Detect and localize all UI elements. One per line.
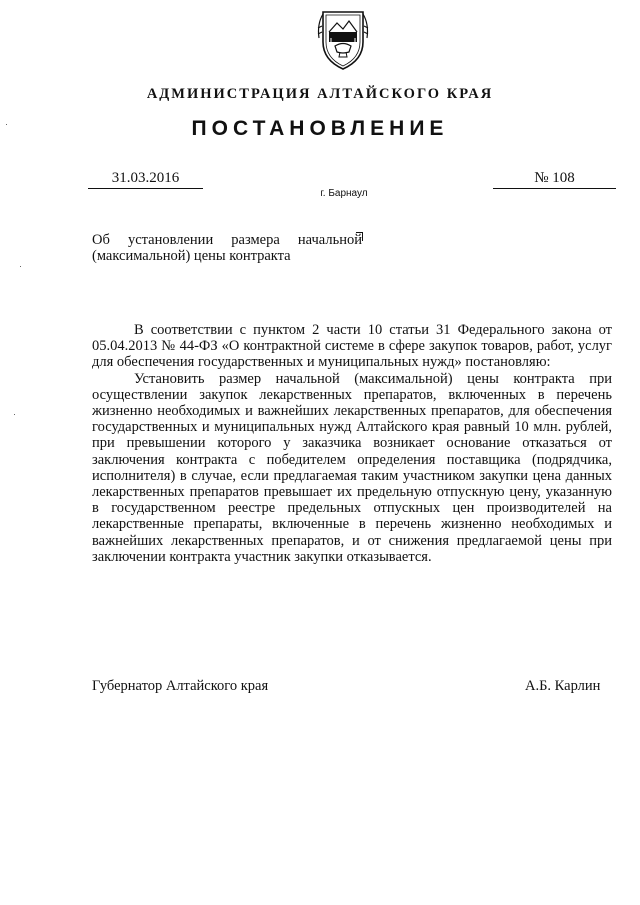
resolution-paragraph: Установить размер начальной (максимальной) цены контракта при осуществлении закупок лекарственных препаратов, включенных в перечень жизненно необходимых и важнейших лекарственных препаратов, для обеспечения государственных и муниципальных нужд Алтайского края равный 10 млн. рублей, при превышении которого у заказчика возникает основание отказаться от заключения контракта с победителем определения поставщика (подрядчика, исполнителя) в случае, если предлагаемая таким участником закупки цена данных лекарственных препаратов превышает их предельную отпускную цену, указанную в государственном реестре предельных отпускных цен производителей на лекарственные препараты, включенные в перечень жизненно необходимых и важнейших лекарственных препаратов, и от снижения предлагаемой цены при заключении контракта участник закупки отказывается. <box>92 370 612 565</box>
organization-name: АДМИНИСТРАЦИЯ АЛТАЙСКОГО КРАЯ <box>146 86 494 102</box>
margin-mark <box>14 414 15 415</box>
document-city: г. Барнаул <box>320 188 368 199</box>
signatory-name: А.Б. Карлин <box>525 678 601 694</box>
margin-mark <box>20 266 21 267</box>
document-type: ПОСТАНОВЛЕНИЕ <box>191 117 449 140</box>
subject-line-2: (максимальной) цены контракта <box>92 248 291 264</box>
subject-corner-mark <box>356 232 363 241</box>
margin-mark <box>6 124 7 125</box>
subject-line-1: Об установлении размера начальной <box>92 232 362 248</box>
coat-of-arms-icon <box>315 8 371 72</box>
document-number: № 108 <box>493 170 616 189</box>
preamble-paragraph: В соответствии с пунктом 2 части 10 статьи 31 Федерального закона от 05.04.2013 № 44-ФЗ «О контрактной системе в сфере закупок товаров, работ, услуг для обеспечения государственных и муниципальных нужд» постановляю: <box>92 322 612 371</box>
document-subject <box>92 232 362 264</box>
document-date: 31.03.2016 <box>88 170 203 189</box>
signatory-position: Губернатор Алтайского края <box>92 678 269 694</box>
document-body <box>92 322 612 565</box>
